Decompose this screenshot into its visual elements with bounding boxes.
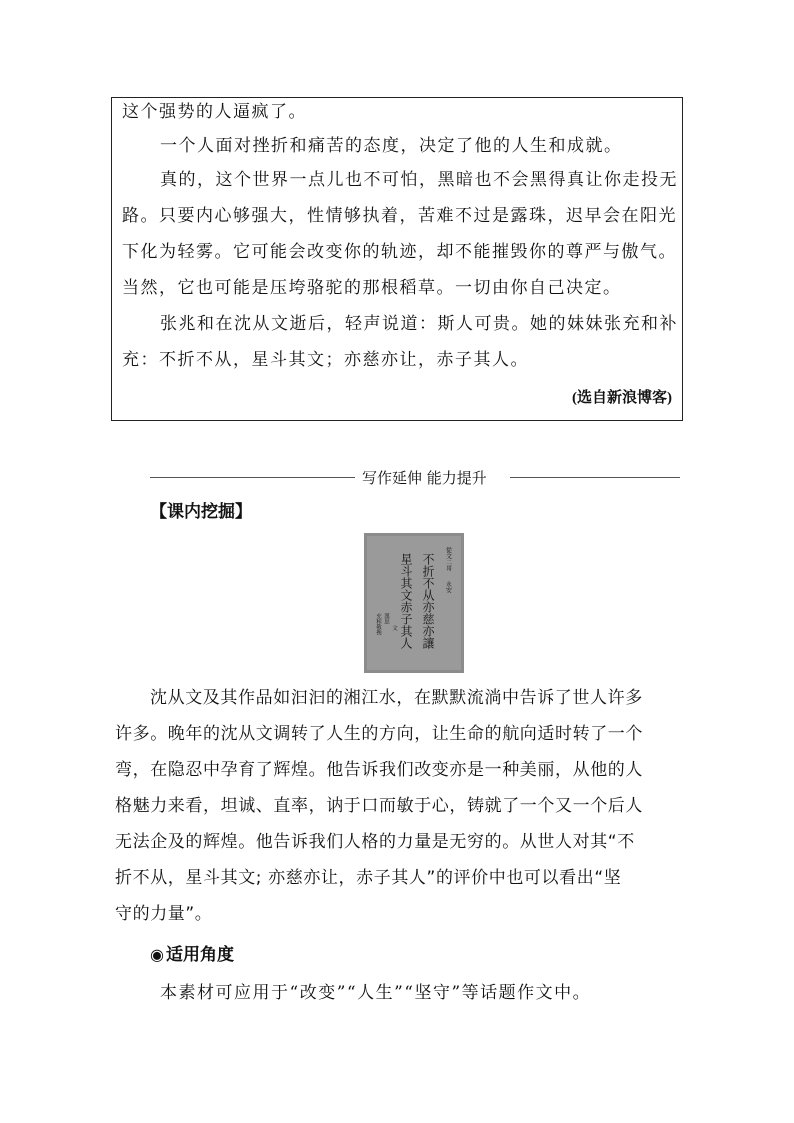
applicable-angle-heading [150,940,234,965]
divider-line-left [150,477,355,478]
section-heading: 【课内挖掘】 [150,502,252,522]
passage-line: 真的，这个世界一点儿也不可怕，黑暗也不会黑得真让你走投无 [160,170,678,190]
passage-line: 充：不折不从，星斗其文；亦慈亦让，赤子其人。 [122,350,529,370]
calligraphy-inscription-top-2: 永安 [444,581,452,593]
calligraphy-inscription-bottom-2: 漢思 [383,613,389,624]
section-divider [150,467,680,489]
bullet-icon: ◉ [150,945,164,964]
calligraphy-inscription-bottom: 充和敬挽 [375,613,381,635]
usage-note: 本素材可应用于“改变”“人生”“坚守”等话题作文中。 [160,983,592,1003]
passage-line: 路。只要内心够强大，性情够执着，苦难不过是露珠，迟早会在阳光 [122,206,677,226]
passage-line: 当然，它也可能是压垮骆驼的那根稻草。一切由你自己决定。 [122,278,622,298]
calligraphy-column-2: 星斗其文赤子其人 [399,553,413,649]
passage-line: 一个人面对挫折和痛苦的态度，决定了他的人生和成就。 [160,136,623,156]
body-line: 守的力量”。 [115,904,213,924]
passage-line: 下化为轻雾。它可能会改变你的轨迹，却不能摧毁你的尊严与傲气。 [122,242,677,262]
calligraphy-image [364,533,464,673]
calligraphy-inscription-top: 從文二哥 [444,547,452,571]
applicable-angle-label: 适用角度 [165,945,234,965]
body-line: 无法企及的辉煌。他告诉我们人格的力量是无穷的。从世人对其“不 [115,832,635,852]
passage-source: (选自新浪博客) [572,390,672,406]
body-line: 折不从，星斗其文; 亦慈亦让，赤子其人”的评价中也可以看出“坚 [115,868,622,888]
passage-line: 这个强势的人逼疯了。 [122,102,307,122]
quoted-passage-box [111,97,683,421]
divider-title: 写作延伸 能力提升 [362,469,487,487]
passage-line: 张兆和在沈从文逝后，轻声说道：斯人可贵。她的妹妹张充和补 [160,314,678,334]
body-line: 格魅力来看，坦诚、直率，讷于口而敏于心，铸就了一个又一个后人 [115,796,643,816]
divider-line-right [510,477,680,478]
body-line: 弯，在隐忍中孕育了辉煌。他告诉我们改变亦是一种美丽，从他的人 [115,760,643,780]
calligraphy-inscription-mid: 文 [391,625,397,631]
body-line: 沈从文及其作品如汩汩的湘江水，在默默流淌中告诉了世人许多 [150,688,643,708]
body-line: 许多。晚年的沈从文调转了人生的方向，让生命的航向适时转了一个 [115,724,643,744]
calligraphy-column-1: 不折不从亦慈亦讓 [421,553,435,649]
